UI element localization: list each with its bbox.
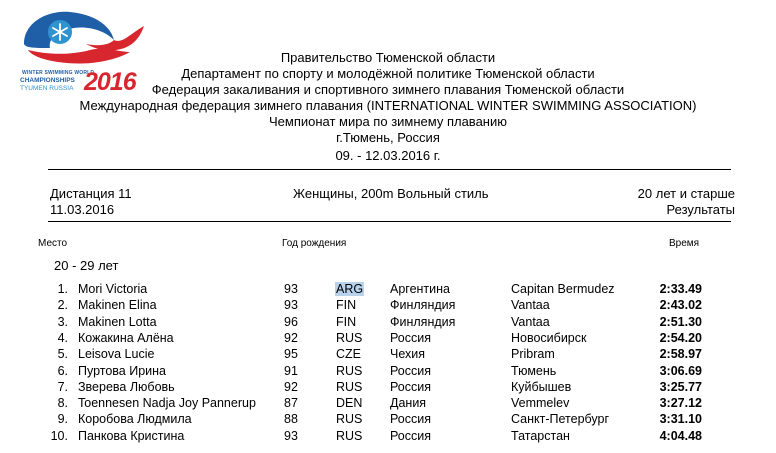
logo-text-line2: CHAMPIONSHIPS bbox=[20, 77, 75, 84]
result-country-code: RUS bbox=[336, 379, 363, 394]
result-country-code: RUS bbox=[336, 428, 363, 443]
selected-text-highlight[interactable]: ARG bbox=[336, 282, 364, 296]
result-birth-year: 93 bbox=[284, 428, 298, 443]
result-country-code: RUS bbox=[336, 363, 363, 378]
column-time: Время bbox=[669, 238, 700, 249]
result-birth-year: 95 bbox=[284, 347, 298, 362]
result-city: Capitan Bermudez bbox=[511, 282, 615, 296]
result-place: 4. bbox=[57, 330, 68, 345]
table-row bbox=[0, 331, 776, 347]
result-city: Татарстан bbox=[511, 428, 570, 443]
result-place: 8. bbox=[57, 396, 68, 411]
result-time: 2:51.30 bbox=[659, 314, 702, 329]
result-city: Pribram bbox=[511, 347, 555, 362]
result-country-code: RUS bbox=[336, 330, 363, 345]
result-country-code: FIN bbox=[336, 314, 357, 329]
result-country-code: RUS bbox=[336, 412, 363, 427]
result-city: Новосибирск bbox=[511, 330, 587, 345]
result-time: 2:33.49 bbox=[659, 282, 702, 296]
result-name: Пуртова Ирина bbox=[78, 363, 167, 378]
result-place: 7. bbox=[57, 379, 68, 394]
column-birth-year: Год рождения bbox=[282, 238, 347, 249]
header-divider bbox=[48, 169, 731, 170]
result-country-code bbox=[336, 282, 364, 296]
result-place: 9. bbox=[57, 412, 68, 427]
column-place: Место bbox=[38, 238, 68, 249]
result-name: Leisova Lucie bbox=[78, 347, 155, 362]
result-name: Mori Victoria bbox=[78, 282, 148, 296]
table-row bbox=[0, 429, 776, 445]
logo-text-line3: TYUMEN RUSSIA bbox=[20, 85, 74, 92]
table-row bbox=[0, 282, 776, 298]
result-time: 2:54.20 bbox=[659, 330, 702, 345]
age-group-label: 20 - 29 лет bbox=[54, 258, 119, 273]
result-birth-year: 87 bbox=[284, 396, 298, 411]
event-distance: Дистанция 11 bbox=[50, 186, 132, 201]
result-time: 2:58.97 bbox=[659, 347, 702, 362]
result-birth-year: 92 bbox=[284, 379, 298, 394]
result-name: Makinen Elina bbox=[78, 298, 157, 313]
result-city: Vantaa bbox=[511, 298, 550, 313]
result-country: Россия bbox=[390, 379, 431, 394]
event-title: Женщины, 200m Вольный стиль bbox=[293, 186, 489, 201]
result-birth-year: 93 bbox=[284, 282, 298, 296]
header-line-3: Федерация закаливания и спортивного зимнего плавания Тюменской области bbox=[151, 82, 625, 97]
result-country: Аргентина bbox=[390, 282, 450, 296]
result-place: 2. bbox=[57, 298, 68, 313]
result-place: 1. bbox=[57, 282, 68, 296]
result-birth-year: 93 bbox=[284, 298, 298, 313]
header-line-2: Департамент по спорту и молодёжной политике Тюменской области bbox=[181, 66, 595, 81]
table-row bbox=[0, 315, 776, 331]
event-results-label: Результаты bbox=[666, 202, 735, 217]
result-name: Кожакина Алёна bbox=[78, 330, 174, 345]
result-birth-year: 92 bbox=[284, 330, 298, 345]
header-line-1: Правительство Тюменской области bbox=[280, 50, 496, 65]
result-country: Россия bbox=[390, 330, 431, 345]
result-time: 3:27.12 bbox=[659, 396, 702, 411]
table-row bbox=[0, 396, 776, 412]
result-place: 6. bbox=[57, 363, 68, 378]
table-row bbox=[0, 347, 776, 363]
result-time: 3:31.10 bbox=[659, 412, 702, 427]
result-country-code: FIN bbox=[336, 298, 357, 313]
logo-text-line1: WINTER SWIMMING WORLD bbox=[22, 70, 95, 76]
result-country: Чехия bbox=[390, 347, 426, 362]
result-time: 3:25.77 bbox=[659, 379, 702, 394]
result-country-code: DEN bbox=[336, 396, 363, 411]
result-country: Финляндия bbox=[390, 314, 456, 329]
logo-year: 2016 bbox=[84, 68, 136, 96]
result-name: Toennesen Nadja Joy Pannerup bbox=[78, 396, 256, 411]
header-line-6: г.Тюмень, Россия bbox=[336, 130, 440, 145]
result-city: Vemmelev bbox=[511, 396, 570, 411]
header-line-7: 09. - 12.03.2016 г. bbox=[335, 148, 441, 163]
result-place: 10. bbox=[50, 428, 68, 443]
result-city: Vantaa bbox=[511, 314, 550, 329]
result-name: Коробова Людмила bbox=[78, 412, 192, 427]
table-row bbox=[0, 364, 776, 380]
result-name: Makinen Lotta bbox=[78, 314, 157, 329]
result-city: Тюмень bbox=[511, 363, 557, 378]
result-country: Россия bbox=[390, 428, 431, 443]
result-city: Куйбышев bbox=[511, 379, 572, 394]
table-row bbox=[0, 412, 776, 428]
event-divider bbox=[48, 221, 731, 222]
result-birth-year: 91 bbox=[284, 363, 298, 378]
event-date: 11.03.2016 bbox=[50, 202, 115, 217]
header-line-5: Чемпионат мира по зимнему плаванию bbox=[268, 114, 507, 129]
result-time: 2:43.02 bbox=[659, 298, 702, 313]
result-country: Финляндия bbox=[390, 298, 456, 313]
result-country-code: CZE bbox=[336, 347, 361, 362]
result-time: 4:04.48 bbox=[659, 428, 702, 443]
result-time: 3:06.69 bbox=[659, 363, 702, 378]
result-country: Россия bbox=[390, 363, 431, 378]
result-name: Панкова Кристина bbox=[78, 428, 185, 443]
result-place: 3. bbox=[57, 314, 68, 329]
result-place: 5. bbox=[57, 347, 68, 362]
result-birth-year: 96 bbox=[284, 314, 298, 329]
result-birth-year: 88 bbox=[284, 412, 298, 427]
header-line-4: Международная федерация зимнего плавания (INTERNATIONAL WINTER SWIMMING ASSOCIATION) bbox=[79, 98, 697, 113]
result-name: Зверева Любовь bbox=[78, 379, 175, 394]
table-row bbox=[0, 380, 776, 396]
result-country: Дания bbox=[390, 396, 427, 411]
result-city: Санкт-Петербург bbox=[511, 412, 610, 427]
result-country: Россия bbox=[390, 412, 431, 427]
event-age-class: 20 лет и старше bbox=[637, 186, 735, 201]
table-row bbox=[0, 298, 776, 314]
